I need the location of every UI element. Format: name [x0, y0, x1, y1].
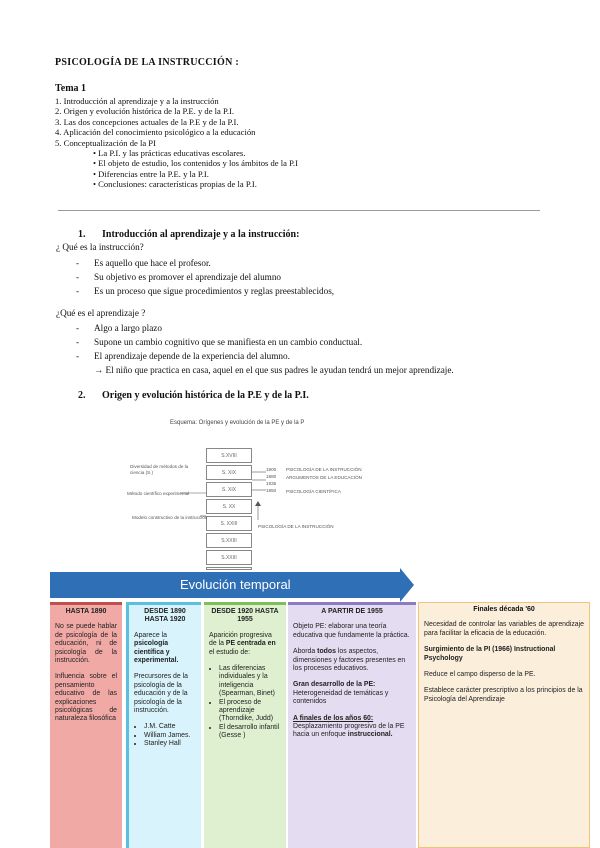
section-2-heading [78, 390, 309, 401]
list-item: • Las diferencias individuales y la inteligencia (Spearman, Binet) [219, 665, 281, 699]
period-text: Surgimiento de la PI (1966) Instructional Psychology [424, 646, 556, 662]
section-number: 1. [78, 229, 86, 240]
document-title: PSICOLOGÍA DE LA INSTRUCCIÓN : [55, 57, 240, 68]
schema-right-label: PSICOLOGÍA DE LA INSTRUCCIÓN [258, 524, 334, 529]
schema-century-box: S.XXIII [206, 533, 252, 548]
period-column-desde-1955 [288, 602, 416, 848]
origins-schema-figure [120, 420, 390, 570]
aprendizaje-list [76, 321, 454, 377]
precursors-list [134, 723, 196, 748]
schema-year: 1880 [266, 474, 277, 479]
timeline-arrow-label: Evolución temporal [180, 577, 291, 592]
instruccion-list [76, 256, 334, 298]
question-aprendizaje: ¿Qué es el aprendizaje ? [56, 308, 146, 318]
section-number: 2. [78, 390, 86, 401]
list-item: - Algo a largo plazo [76, 323, 162, 333]
period-text: Establece carácter prescriptivo a los principios de la Psicología del Aprendizaje [424, 687, 583, 703]
period-header: Finales década '60 [473, 606, 535, 613]
timeline-arrow [50, 572, 402, 598]
period-text: Precursores de la psicología de la educación y de la psicología de la instrucción. [134, 673, 189, 715]
period-header: A PARTIR DE 1955 [321, 608, 383, 615]
period-text: Aparición progresiva de la PE centrada en el estudio de: [209, 631, 276, 656]
section-title: Origen y evolución histórica de la P.E y de la P.I. [102, 390, 309, 401]
schema-left-label: Diversidad de métodos de la ciencia (S.) [130, 464, 189, 475]
period-column-1890-1920 [126, 602, 201, 848]
schema-right-label: PSICOLOGÍA DE LA INSTRUCCIÓN [286, 467, 362, 472]
period-text: Influencia sobre el pensamiento educativo de las explicaciones psicológicas de naturaleza filosófica [55, 673, 117, 723]
period-text: Aborda todos los aspectos, dimensiones y factores presentes en los procesos educativos. [293, 648, 406, 673]
schema-year: 1935 [266, 481, 277, 486]
list-item: - Es aquello que hace el profesor. [76, 258, 211, 268]
table-of-contents [55, 96, 298, 190]
schema-left-label: Método científico experimental [127, 491, 190, 496]
period-text: Aparece la psicología científica y experimental. [134, 631, 179, 665]
section-1-heading [78, 229, 299, 240]
arrow-right-icon [400, 568, 414, 602]
schema-left-label: Modelo constructivo de la instrucción [132, 515, 208, 520]
list-item: • El proceso de aprendizaje (Thorndike, Judd) [219, 699, 281, 724]
schema-century-box: S.XVIII [206, 448, 252, 463]
toc-item: 4. Aplicación del conocimiento psicológico a la educación [55, 127, 256, 138]
period-text: Gran desarrollo de la PE: Heterogeneidad de temáticas y contenidos [293, 681, 389, 706]
period-header: DESDE 1920 HASTA 1955 [211, 608, 279, 624]
toc-item: 3. Las dos concepciones actuales de la P.E y de la P.I. [55, 116, 239, 127]
question-instruccion: ¿ Qué es la instrucción? [56, 242, 144, 252]
schema-right-label: ARGUMENTOS DE LA EDUCACIÓN [286, 475, 362, 480]
period-column-hasta-1890 [50, 602, 122, 848]
period-text: No se puede hablar de psicología de la educación, ni de psicología de la instrucción. [55, 623, 117, 665]
period-column-1920-1955 [204, 602, 286, 848]
schema-century-box: S. XX [206, 499, 252, 514]
horizontal-divider [58, 210, 540, 211]
list-item: - El aprendizaje depende de la experiencia del alumno. [76, 351, 290, 361]
schema-year: 1900 [266, 467, 277, 472]
toc-item: 5. Conceptualización de la PI [55, 137, 156, 148]
schema-century-box: S.XXIII [206, 550, 252, 565]
toc-item: 1. Introducción al aprendizaje y a la instrucción [55, 96, 219, 106]
schema-century-box: S. XIX [206, 482, 252, 497]
toc-subitem: • Conclusiones: características propias de la P.I. [93, 179, 257, 190]
toc-subitem: • Diferencias entre la P.E. y la P.I. [93, 168, 209, 179]
list-item: • William James. [144, 732, 196, 740]
list-item: - Supone un cambio cognitivo que se manifiesta en un cambio conductual. [76, 337, 363, 347]
schema-century-box: S. XIX [206, 465, 252, 480]
tema-heading: Tema 1 [55, 83, 87, 94]
period-column-finales-60 [418, 602, 590, 848]
period-text: A finales de los años 60: Desplazamiento progresivo de la PE hacia un enfoque instruccional. [293, 714, 405, 739]
topics-list [209, 665, 281, 741]
schema-year: 1950 [266, 488, 277, 493]
schema-century-box: S. XXIII [206, 516, 252, 531]
list-item: - Es un proceso que sigue procedimientos y reglas preestablecidos, [76, 286, 335, 296]
list-item: • J.M. Catte [144, 723, 196, 731]
schema-connectors [120, 420, 390, 570]
period-text: Reduce el campo disperso de la PE. [424, 671, 536, 679]
list-item: - Su objetivo es promover el aprendizaje del alumno [76, 272, 282, 282]
list-item: • El desarrollo infantil (Gesse ) [219, 724, 281, 741]
schema-right-label: PSICOLOGÍA CIENTÍFICA [286, 489, 341, 494]
section-title: Introducción al aprendizaje y a la instrucción: [102, 229, 300, 240]
evolucion-temporal-table [50, 572, 590, 848]
period-text: Necesidad de controlar las variables de aprendizaje para facilitar la eficacia de la educación. [424, 621, 584, 637]
schema-title: Esquema: Orígenes y evolución de la PE y de la P [170, 420, 305, 426]
period-text: Objeto PE: elaborar una teoría educativa que fundamente la práctica. [293, 623, 410, 639]
list-item: • Stanley Hall [144, 740, 196, 748]
period-header: HASTA 1890 [65, 608, 107, 615]
toc-item: 2. Origen y evolución histórica de la P.E. y de la P.I. [55, 106, 234, 117]
toc-subitem: • El objeto de estudio, los contenidos y los ámbitos de la P.I [93, 158, 298, 169]
period-header: DESDE 1890 HASTA 1920 [144, 608, 186, 624]
toc-subitem: • La P.I. y las prácticas educativas escolares. [93, 148, 246, 159]
arrow-note: → El niño que practica en casa, aquel en el que sus padres le ayudan tendrá un mejor aprendizaje. [94, 365, 454, 375]
